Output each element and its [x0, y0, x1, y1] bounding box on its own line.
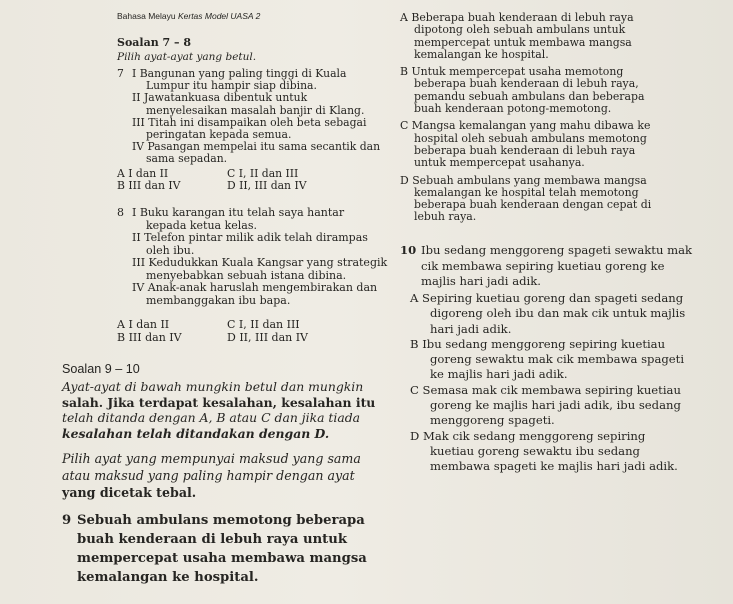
statement-line: IV Anak-anak haruslah mengembirakan dan — [132, 281, 378, 294]
option-d[interactable]: D II, III dan IV — [227, 330, 309, 344]
question-8-options — [117, 319, 308, 344]
statement-line: III Titah ini disampaikan oleh beta sebagai — [132, 115, 367, 129]
answer-a[interactable] — [410, 291, 685, 337]
statement-line: II Jawatankuasa dibentuk untuk — [132, 91, 308, 105]
question-line: Ibu sedang menggoreng spageti sewaktu mak — [421, 243, 693, 257]
answer-line: mempercepat untuk membawa mangsa — [414, 35, 632, 49]
question-8 — [117, 207, 387, 307]
instruction-line: Ayat-ayat di bawah mungkin betul dan mungkin — [62, 379, 364, 394]
statement-line: menyebabkan sebuah istana dibina. — [146, 268, 347, 282]
question-line: majlis hari jadi adik. — [421, 274, 541, 289]
question-7-options — [117, 168, 307, 192]
section-instruction-9-10-b — [62, 450, 361, 501]
statement-line: I Bangunan yang paling tinggi di Kuala — [132, 67, 347, 80]
statement-line: oleh ibu. — [146, 243, 195, 257]
option-b[interactable]: B III dan IV — [117, 179, 181, 193]
answer-c[interactable] — [400, 120, 651, 169]
page-header — [117, 11, 260, 21]
question-line: cik membawa sepiring kuetiau goreng ke — [421, 258, 665, 273]
instruction-line: kesalahan telah ditandakan dengan D. — [62, 425, 330, 441]
statement-line: peringatan kepada semua. — [146, 128, 292, 142]
section-instruction-9-10 — [62, 379, 392, 441]
section-title-7-8: Soalan 7 – 8 — [117, 36, 192, 49]
question-number: 7 — [117, 67, 124, 80]
subject-name: Bahasa Melayu — [117, 11, 176, 21]
statement-line: Lumpur itu hampir siap dibina. — [146, 79, 317, 93]
question-7 — [117, 68, 380, 166]
answer-line: C Semasa mak cik membawa sepiring kuetiau — [410, 382, 681, 397]
answer-line: D Sebuah ambulans yang membawa mangsa — [400, 173, 647, 187]
answer-d[interactable] — [410, 429, 685, 475]
answer-line: hospital oleh sebuah ambulans memotong — [414, 131, 647, 145]
answer-line: C Mangsa kemalangan yang mahu dibawa ke — [400, 119, 651, 133]
question-9 — [62, 511, 367, 587]
option-a[interactable]: A I dan II — [117, 167, 169, 180]
answer-line: kemalangan ke hospital. — [414, 47, 549, 61]
instruction-line: yang dicetak tebal. — [62, 485, 197, 500]
statement-line: membanggakan ibu bapa. — [146, 293, 291, 307]
instruction-line: telah ditanda dengan A, B atau C dan jika tiada — [62, 410, 361, 425]
instruction-line: salah. Jika terdapat kesalahan, kesalahan itu — [62, 394, 376, 410]
statement-line: menyelesaikan masalah banjir di Klang. — [146, 103, 365, 117]
statement-line: I Buku karangan itu telah saya hantar — [132, 206, 345, 219]
answer-line: goreng ke majlis hari jadi adik, ibu sedang — [430, 398, 681, 413]
answer-line: untuk mempercepat usahanya. — [414, 156, 585, 170]
answer-line: beberapa buah kenderaan dengan cepat di — [414, 198, 652, 212]
answer-line: dipotong oleh sebuah ambulans untuk — [414, 23, 626, 37]
answer-line: hari jadi adik. — [430, 321, 512, 336]
answer-b[interactable] — [410, 337, 685, 383]
answer-d[interactable] — [400, 175, 651, 224]
question-line: buah kenderaan di lebuh raya untuk — [77, 532, 347, 547]
answer-line: digoreng oleh ibu dan mak cik untuk majlis — [430, 306, 686, 321]
answer-line: D Mak cik sedang menggoreng sepiring — [410, 428, 646, 443]
answer-c[interactable] — [410, 383, 685, 429]
paper-name: Kertas Model UASA 2 — [177, 11, 261, 21]
answer-line: beberapa buah kenderaan di lebuh raya, — [414, 77, 639, 91]
answer-line: A Beberapa buah kenderaan di lebuh raya — [400, 11, 634, 24]
option-c[interactable]: C I, II dan III — [227, 167, 299, 180]
answer-line: beberapa buah kenderaan di lebuh raya — [414, 143, 636, 157]
instruction-line: atau maksud yang paling hampir dengan ayat — [62, 468, 355, 483]
option-c[interactable]: C I, II dan III — [227, 318, 300, 331]
statement-line: III Kedudukkan Kuala Kangsar yang strategik — [132, 256, 388, 269]
answer-line: A Sepiring kuetiau goreng dan spageti sedang — [410, 291, 684, 305]
question-number: 8 — [117, 206, 124, 219]
question-number: 9 — [62, 513, 72, 528]
statement-line: sama sepadan. — [146, 152, 228, 166]
question-10-answers — [410, 291, 685, 475]
question-line: Sebuah ambulans memotong beberapa — [77, 513, 365, 528]
answer-line: menggoreng spageti. — [430, 413, 555, 428]
answer-line: membawa spageti ke majlis hari jadi adik. — [430, 459, 678, 474]
answer-line: buah kenderaan potong-memotong. — [414, 102, 612, 116]
question-10 — [400, 243, 692, 290]
answer-line: B Untuk mempercepat usaha memotong — [400, 65, 624, 79]
statement-line: IV Pasangan mempelai itu sama secantik dan — [132, 140, 381, 154]
answer-line: B Ibu sedang menggoreng sepiring kuetiau — [410, 336, 666, 351]
section-title-9-10: Soalan 9 – 10 — [62, 362, 140, 376]
answer-line: goreng sewaktu mak cik membawa spageti — [430, 352, 685, 367]
answer-line: kuetiau goreng sewaktu ibu sedang — [430, 443, 640, 458]
instruction-line: Pilih ayat yang mempunyai maksud yang sama — [62, 451, 361, 466]
question-9-answers — [400, 12, 651, 224]
answer-line: pemandu sebuah ambulans dan beberapa — [414, 89, 645, 103]
option-d[interactable]: D II, III dan IV — [227, 179, 307, 193]
statement-line: kepada ketua kelas. — [146, 218, 257, 232]
answer-line: kemalangan ke hospital telah memotong — [414, 185, 639, 199]
answer-line: lebuh raya. — [414, 210, 477, 224]
option-b[interactable]: B III dan IV — [117, 330, 182, 344]
section-instruction-7-8: Pilih ayat-ayat yang betul. — [117, 51, 257, 63]
question-line: kemalangan ke hospital. — [77, 570, 259, 585]
statement-line: II Telefon pintar milik adik telah dirampas — [132, 231, 368, 244]
question-line: mempercepat usaha membawa mangsa — [77, 551, 367, 566]
answer-a[interactable] — [400, 12, 651, 61]
option-a[interactable]: A I dan II — [117, 318, 170, 331]
answer-line: ke majlis hari jadi adik. — [430, 367, 568, 382]
answer-b[interactable] — [400, 66, 651, 115]
question-number: 10 — [400, 243, 417, 257]
